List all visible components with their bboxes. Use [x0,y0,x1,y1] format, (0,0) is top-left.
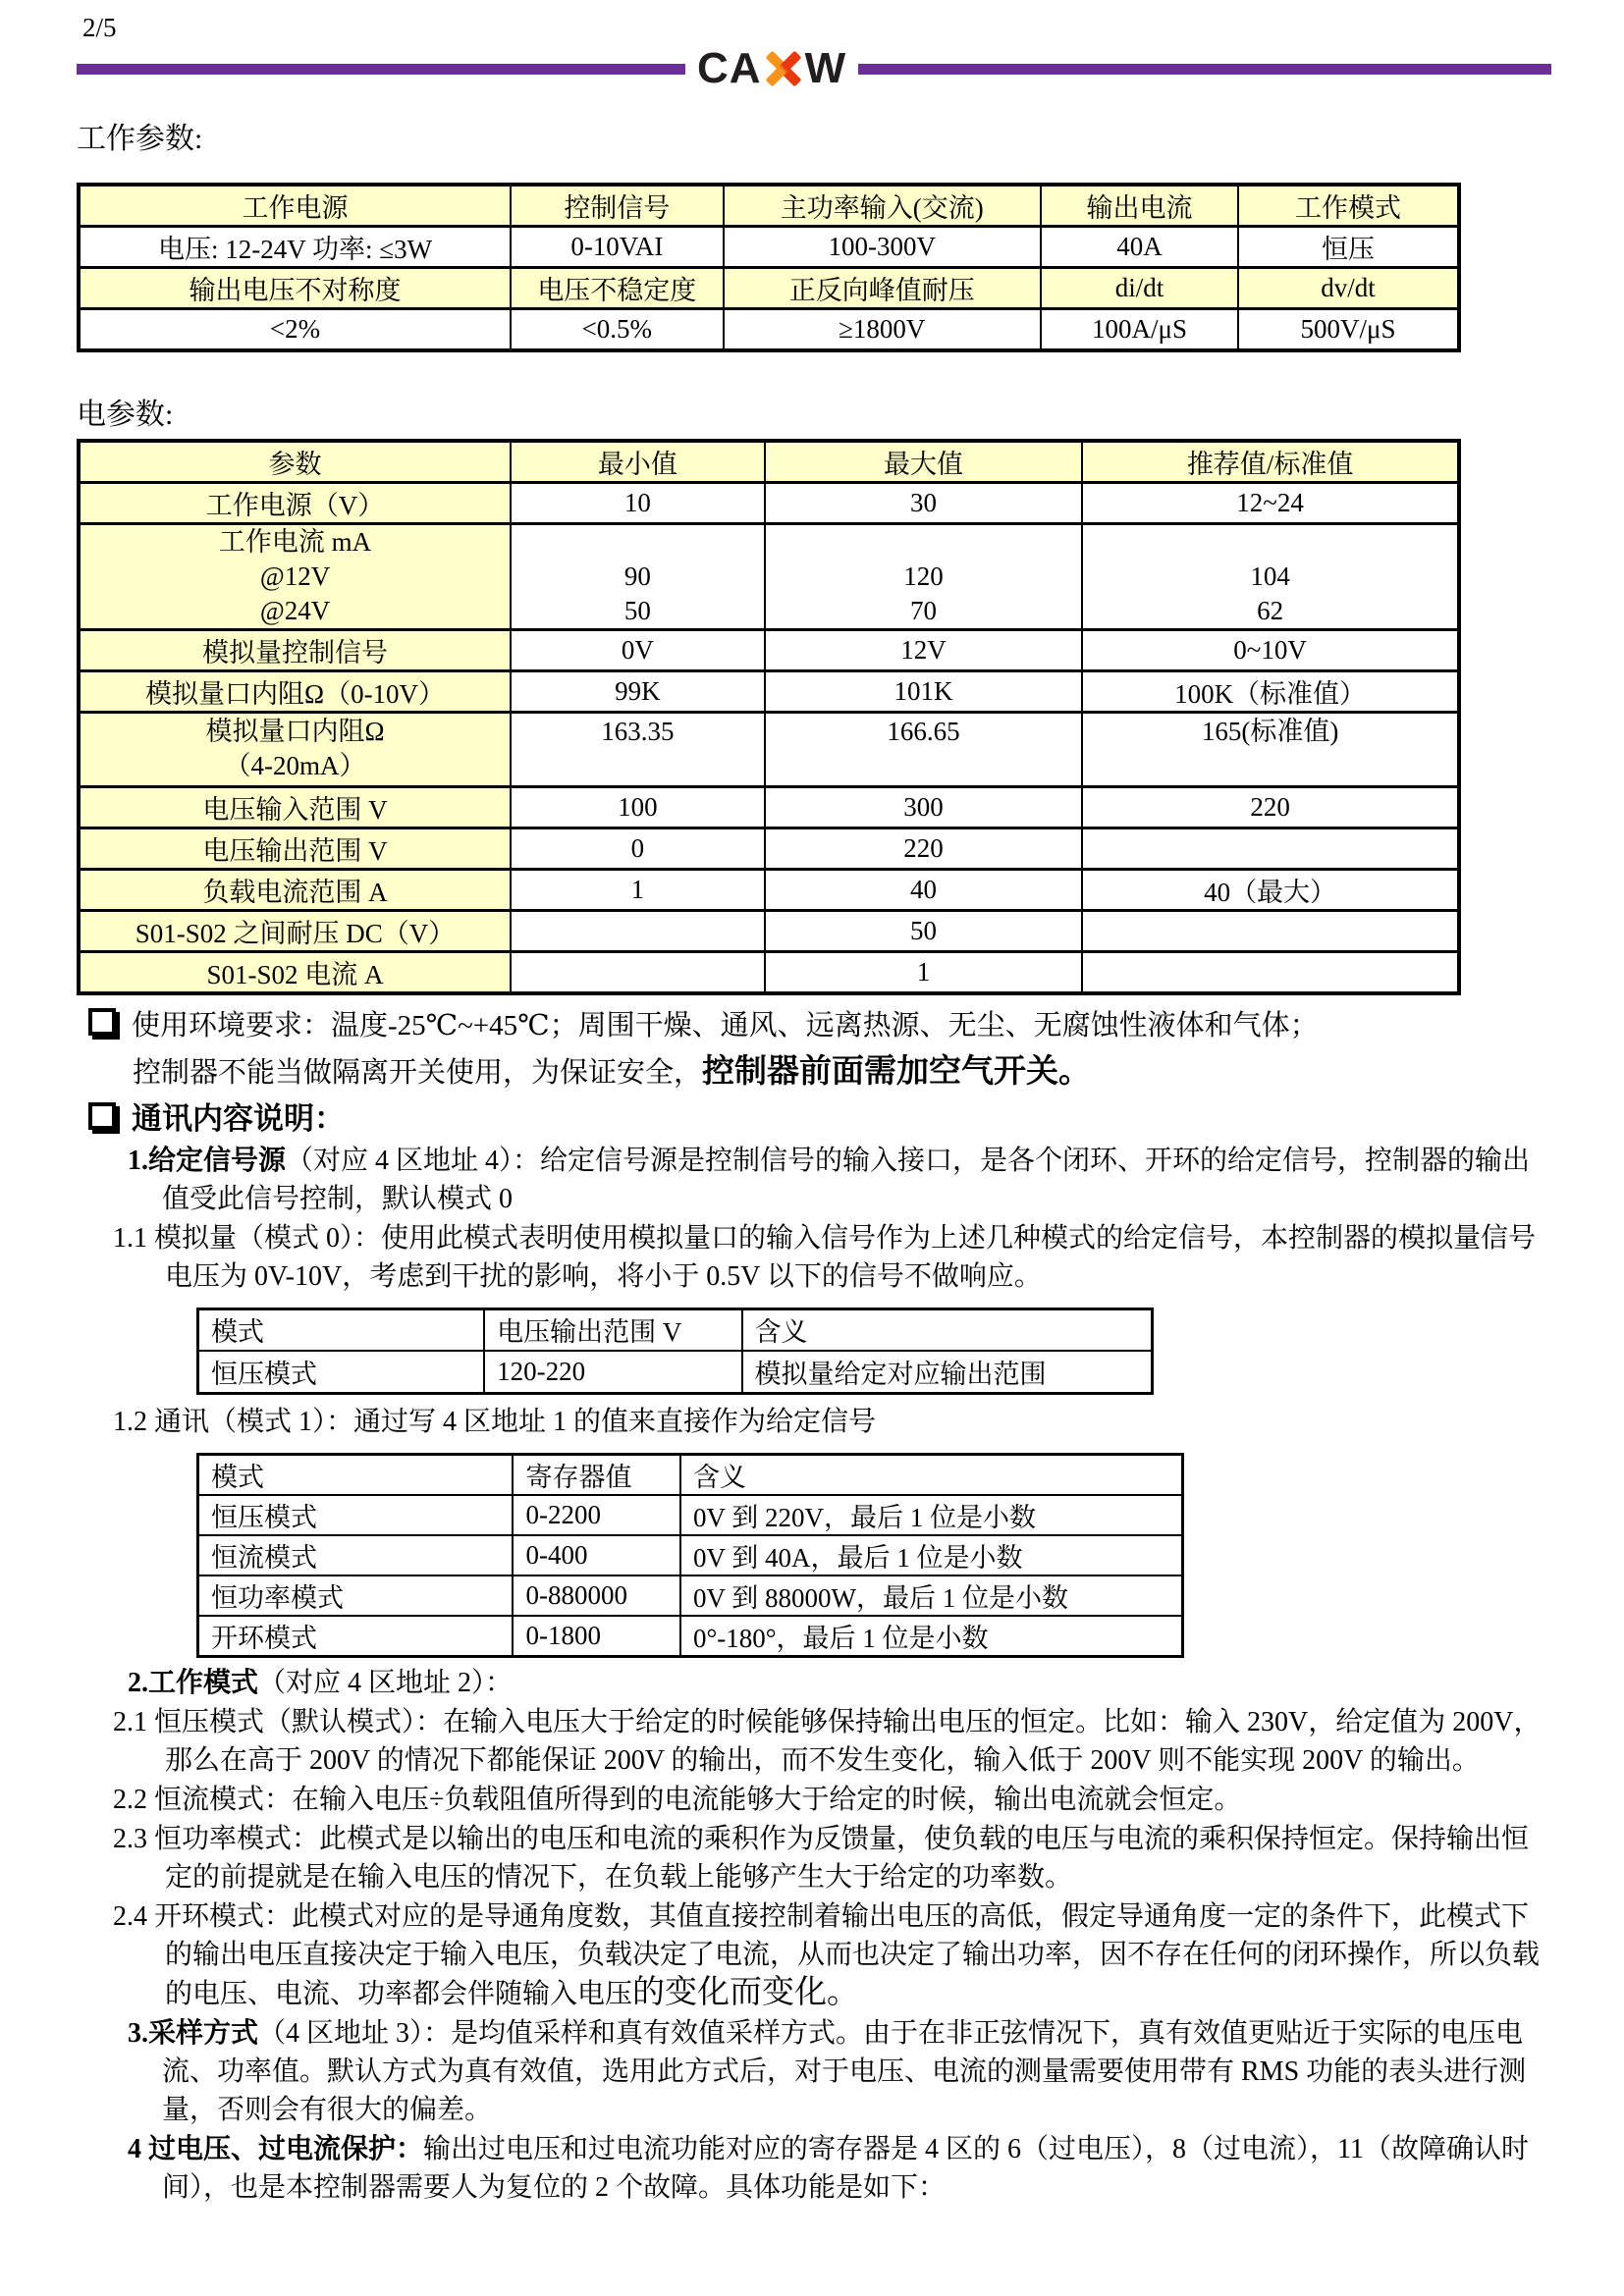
table-cell [79,523,511,629]
para-2-4-open-loop-mode [77,1897,1555,2013]
table-cell: 主功率输入(交流) [724,185,1041,227]
text-segment: 2.2 恒流模式：在输入电压÷负载阻值所得到的电流能够大于给定的时候，输出电流就会恒定。 [113,1784,1242,1815]
table-cell: 120-220 [484,1351,741,1393]
table-cell: 220 [1082,786,1459,828]
logo-text-w: W [804,44,847,92]
table-cell: 300 [765,786,1082,828]
table-cell: 0-880000 [513,1575,680,1616]
table-cell [1082,910,1459,951]
work-params-table [77,183,1461,352]
table-cell: 电压输出范围 V [484,1308,741,1351]
table-row [79,441,1459,483]
table-cell: 模拟量给定对应输出范围 [742,1351,1153,1393]
table-cell [1082,712,1459,786]
table-row [198,1535,1183,1575]
page-number: 2/5 [82,13,117,42]
table-row [79,268,1459,309]
para-2-2-cc-mode [77,1781,1555,1819]
work-params-heading: 工作参数: [77,123,203,155]
table-cell: 100 [511,786,765,828]
cell-line [1089,525,1451,560]
table-cell: ≥1800V [724,309,1041,350]
table-cell: 100-300V [724,227,1041,268]
para-4-protection [77,2130,1555,2207]
para-2-work-mode [77,1664,1555,1702]
brand-rule-left [77,64,685,75]
table-cell: 参数 [79,441,511,483]
table-cell: 0-10VAI [511,227,724,268]
text-segment: 使用环境要求：温度-25℃~+45℃；周围干燥、通风、远离热源、无尘、无腐蚀性液体和气体； [132,1009,1319,1041]
table-cell: 100K（标准值） [1082,670,1459,712]
table-cell: 控制信号 [511,185,724,227]
table-row [79,828,1459,869]
table-row [79,712,1459,786]
table-cell [1082,523,1459,629]
table-cell [1082,828,1459,869]
table-cell: <2% [79,309,511,350]
square-bullet-icon [88,1008,116,1036]
table-cell: 恒压模式 [198,1351,485,1393]
table-cell: 50 [765,910,1082,951]
text-segment: 4 过电压、过电流保护： [128,2133,424,2164]
table-row [198,1454,1183,1495]
table-cell: 恒压 [1238,227,1459,268]
table-cell: 40A [1041,227,1238,268]
cell-line: 62 [1257,595,1284,625]
para-2-3-cp-mode [77,1820,1555,1896]
table-cell: 模拟量控制信号 [79,629,511,670]
cell-line: @24V [259,595,331,625]
cell-line: 模拟量口内阻Ω [205,717,385,746]
cell-line: 163.35 [601,717,675,746]
table-cell: 0-2200 [513,1495,680,1535]
table-cell: 负载电流范围 A [79,869,511,910]
table-cell: 恒压模式 [198,1495,514,1535]
brand-rule-right [858,64,1551,75]
text-segment: 的变化而变化。 [632,1974,860,2010]
table-cell: 恒功率模式 [198,1575,514,1616]
table-cell: 40（最大） [1082,869,1459,910]
caxw-logo [685,44,858,92]
table-cell: S01-S02 电流 A [79,951,511,993]
table-row [79,309,1459,350]
table-row [79,670,1459,712]
logo-text-ca: CA [697,44,762,92]
cell-line: @12V [259,561,331,591]
table-cell: 模式 [198,1454,514,1495]
comm-section-heading [77,1097,1555,1141]
table-cell: 220 [765,828,1082,869]
text-segment: 通讯内容说明： [132,1100,345,1136]
table-cell: 0V 到 40A，最后 1 位是小数 [680,1535,1183,1575]
table-cell: 工作电源（V） [79,482,511,523]
elec-params-table [77,439,1461,995]
text-segment: 1.2 通讯（模式 1）：通过写 4 区地址 1 的值来直接作为给定信号 [113,1406,877,1437]
table-cell: 电压: 12-24V 功率: ≤3W [79,227,511,268]
table-row [79,910,1459,951]
cell-line [1089,749,1451,783]
table-cell: 电压不稳定度 [511,268,724,309]
table-cell: 0V 到 220V，最后 1 位是小数 [680,1495,1183,1535]
table-cell: 1 [765,951,1082,993]
table-cell: 含义 [742,1308,1153,1351]
mode1-table [196,1453,1184,1658]
text-segment: 控制器不能当做隔离开关使用，为保证安全， [133,1056,703,1089]
para-1-2-comm-mode [77,1403,1555,1441]
text-segment: 2.3 恒功率模式：此模式是以输出的电压和电流的乘积作为反馈量，使负载的电压与电流的乘积保持恒定。保持输出恒定的前提就是在输入电压的情况下，在负载上能够产生大于给定的功率数。 [113,1823,1530,1893]
cell-line: 70 [909,595,937,625]
table-cell [1082,951,1459,993]
table-cell: 1 [511,869,765,910]
env-requirements-line2 [77,1049,1555,1095]
table-cell: 模拟量口内阻Ω（0-10V） [79,670,511,712]
cell-line: 104 [1250,561,1290,591]
cell-line: 90 [623,561,651,591]
para-1-1-analog [77,1219,1555,1296]
text-segment: （4 区地址 3）：是均值采样和真有效值采样方式。由于在非正弦情况下，真有效值更贴近于实际的电压电流、功率值。默认方式为真有效值，选用此方式后，对于电压、电流的测量需要使用带有 RMS 功能的表头进行测量，否则会有很大的偏差。 [162,2017,1527,2125]
table-row [79,482,1459,523]
table-cell: 10 [511,482,765,523]
table-cell: 推荐值/标准值 [1082,441,1459,483]
text-segment: 2.4 开环模式：此模式对应的是导通角度数，其值直接控制着输出电压的高低，假定导通角度一定的条件下，此模式下的输出电压直接决定于输入电压，负载决定了电流，从而也决定了输出功率，因不存在任何的闭环操作，所以负载的电压、电流、功率都会伴随输入电压 [113,1900,1541,2009]
table-cell [765,712,1082,786]
table-cell: 含义 [680,1454,1183,1495]
table-cell: <0.5% [511,309,724,350]
cell-line: 120 [903,561,944,591]
elec-params-heading: 电参数: [77,398,174,431]
table-cell: 101K [765,670,1082,712]
table-cell: 100A/μS [1041,309,1238,350]
cell-line: 165(标准值) [1201,717,1339,746]
para-2-1-cv-mode [77,1703,1555,1780]
para-3-sampling [77,2014,1555,2129]
text-segment: 2.1 恒压模式（默认模式）：在输入电压大于给定的时候能够保持输出电压的恒定。比如：输入 230V，给定值为 200V，那么在高于 200V 的情况下都能保证 200V 的输出，而不发生变化，输入低于 200V 则不能实现 200V 的输出。 [113,1706,1542,1776]
text-segment: 输出过电压和过电流功能对应的寄存器是 4 区的 6（过电压），8（过电流），11（故障确认时间），也是本控制器需要人为复位的 2 个故障。具体功能是如下： [162,2133,1529,2203]
text-segment: 3.采样方式 [128,2017,259,2049]
table-row [79,523,1459,629]
cell-line [772,525,1075,560]
table-cell: 电压输出范围 V [79,828,511,869]
table-cell [765,523,1082,629]
table-cell: S01-S02 之间耐压 DC（V） [79,910,511,951]
env-requirements-line1 [77,1003,1555,1048]
cell-line: （4-20mA） [224,751,366,780]
table-cell: 500V/μS [1238,309,1459,350]
table-cell [511,712,765,786]
table-cell: di/dt [1041,268,1238,309]
table-cell: 99K [511,670,765,712]
cell-line: 50 [623,595,651,625]
table-row [79,185,1459,227]
table-cell: 30 [765,482,1082,523]
table-row [198,1308,1153,1351]
cell-line: 工作电流 mA [218,526,372,557]
table-cell: 开环模式 [198,1616,514,1657]
cell-line: 166.65 [887,717,960,746]
table-cell: 最大值 [765,441,1082,483]
cell-line [517,525,758,560]
table-row [79,951,1459,993]
table-cell: 12~24 [1082,482,1459,523]
table-cell [79,712,511,786]
table-cell: 0V [511,629,765,670]
para-1-signal-source [77,1142,1555,1218]
table-cell: 寄存器值 [513,1454,680,1495]
table-cell: 0~10V [1082,629,1459,670]
table-cell: 0-400 [513,1535,680,1575]
text-segment: 1.1 模拟量（模式 0）：使用此模式表明使用模拟量口的输入信号作为上述几种模式的给定信号，本控制器的模拟量信号电压为 0V-10V，考虑到干扰的影响，将小于 0.5V 以下的信号不做响应。 [113,1222,1537,1292]
text-segment: 控制器前面需加空气开关。 [702,1053,1092,1090]
table-row [79,629,1459,670]
mode0-table [196,1308,1154,1395]
table-cell [511,951,765,993]
document-body [77,120,1555,2207]
table-cell: 最小值 [511,441,765,483]
table-cell: 40 [765,869,1082,910]
cell-line [517,749,758,783]
table-cell: 输出电压不对称度 [79,268,511,309]
text-segment: （对应 4 区地址 2）： [258,1667,514,1698]
table-cell: 工作模式 [1238,185,1459,227]
text-segment: （对应 4 区地址 4）：给定信号源是控制信号的输入接口，是各个闭环、开环的给定信号，控制器的输出值受此信号控制，默认模式 0 [162,1145,1531,1214]
table-cell [511,910,765,951]
table-row [79,227,1459,268]
square-bullet-icon [88,1102,116,1130]
table-cell: 0V 到 88000W，最后 1 位是小数 [680,1575,1183,1616]
table-cell: 0 [511,828,765,869]
table-cell: 模式 [198,1308,485,1351]
table-row [198,1351,1153,1393]
logo-x-icon [765,50,802,87]
table-row [198,1616,1183,1657]
table-row [79,869,1459,910]
text-segment: 1.给定信号源 [128,1145,287,1176]
table-cell [511,523,765,629]
table-cell: 正反向峰值耐压 [724,268,1041,309]
table-cell: 电压输入范围 V [79,786,511,828]
text-segment: 2.工作模式 [128,1667,259,1698]
table-row [79,786,1459,828]
table-cell: 输出电流 [1041,185,1238,227]
table-cell: 工作电源 [79,185,511,227]
table-cell: 0°-180°，最后 1 位是小数 [680,1616,1183,1657]
table-row [198,1495,1183,1535]
brand-rule [77,45,1551,92]
table-row [198,1575,1183,1616]
table-cell: dv/dt [1238,268,1459,309]
table-cell: 0-1800 [513,1616,680,1657]
cell-line [772,749,1075,783]
table-cell: 12V [765,629,1082,670]
table-cell: 恒流模式 [198,1535,514,1575]
